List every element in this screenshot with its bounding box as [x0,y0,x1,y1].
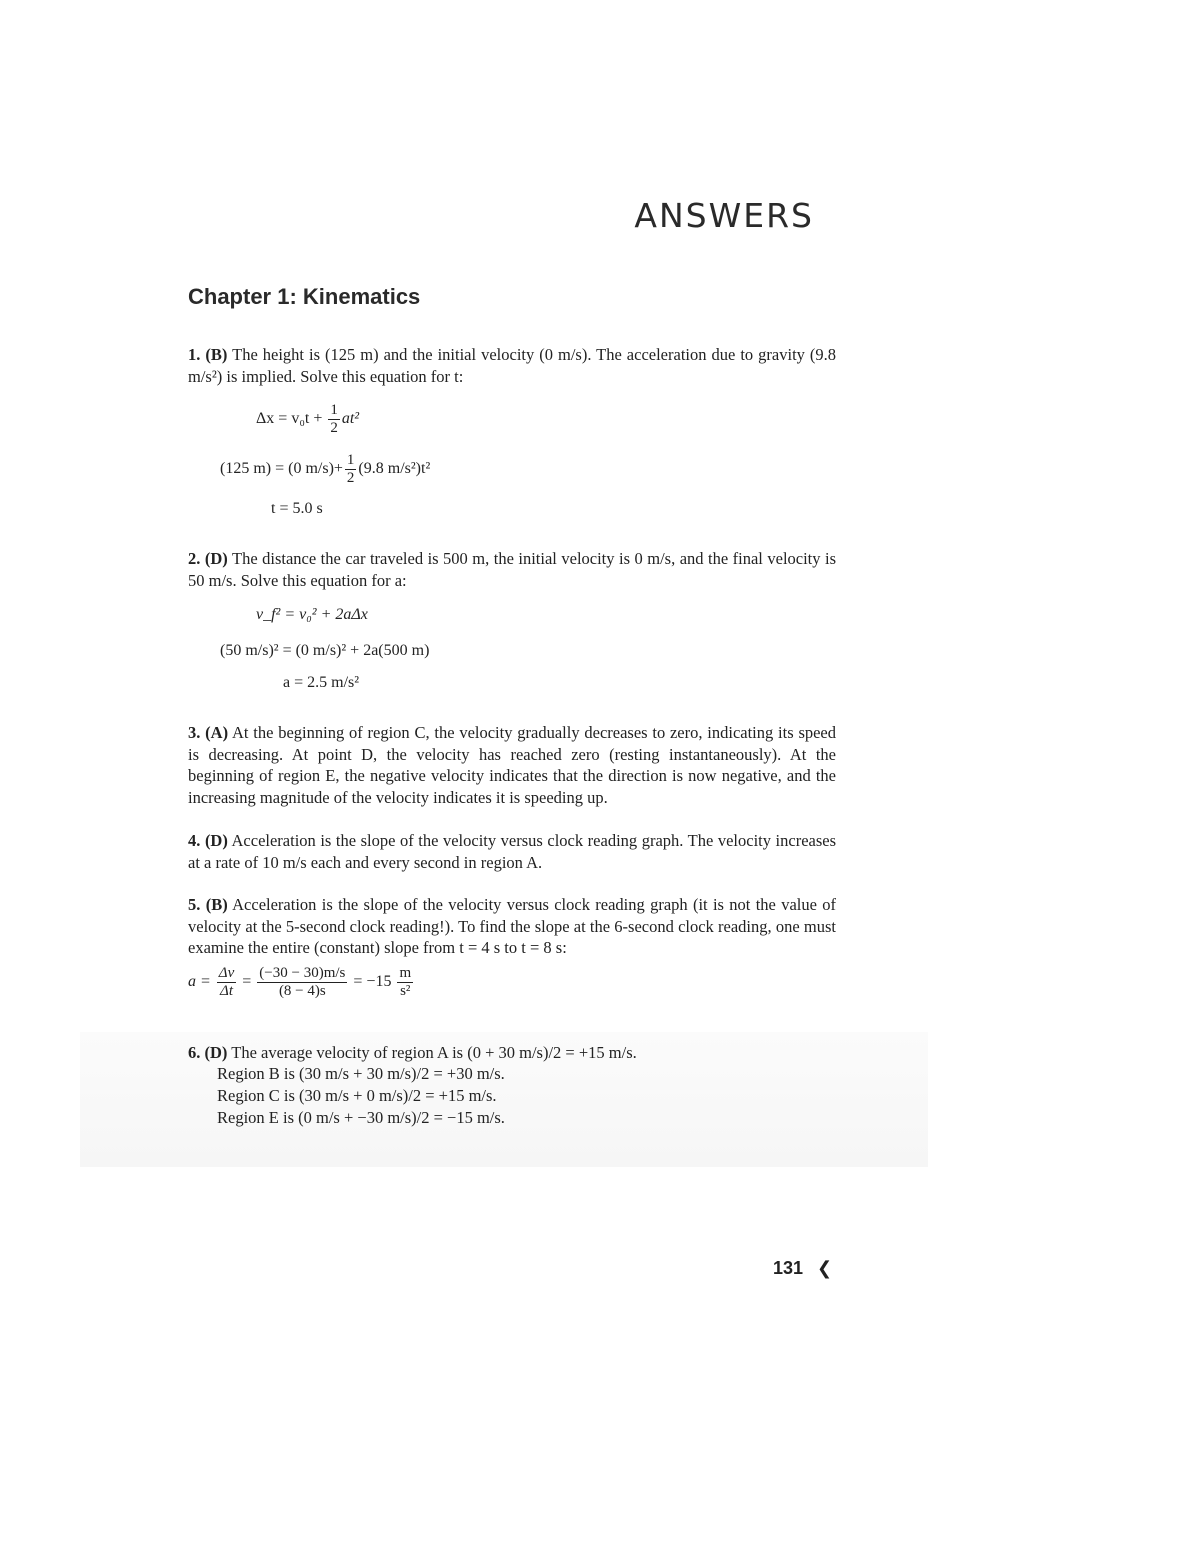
answer-2 [188,548,836,591]
denominator: (8 − 4)s [278,983,326,999]
numerator: Δv [218,965,235,981]
answer-6-line-3: Region C is (30 m/s + 0 m/s)/2 = +15 m/s. [217,1086,497,1105]
equation-5 [188,965,415,1000]
equals: = [242,973,252,991]
answer-text: The average velocity of region A is (0 + 30 m/s)/2 = +15 m/s. [231,1043,637,1062]
answer-6-line-2: Region B is (30 m/s + 30 m/s)/2 = +30 m/s. [217,1064,505,1083]
fraction [217,965,236,1000]
denominator: 2 [346,470,355,486]
answer-number: 4. [188,831,201,850]
chevron-left-icon: ❮ [817,1258,833,1278]
answer-6-line-4: Region E is (0 m/s + −30 m/s)/2 = −15 m/s. [217,1108,505,1127]
answer-text: At the beginning of region C, the velocity gradually decreases to zero, indicating its speed is decreasing. At point D, the velocity has reached zero (resting instantaneously). At the beginning of region E, the negative velocity indicates that the direction is now negative, and the increasing magnitude of the velocity indicates it is speeding up. [188,723,837,807]
answer-letter: (B) [205,895,228,914]
denominator: Δt [220,983,234,999]
page-footer [773,1258,832,1279]
equation-2a: v_f² = v₀² + 2aΔx [256,606,368,623]
answer-text: Acceleration is the slope of the velocity versus clock reading graph. The velocity increases at a rate of 10 m/s each and every second in region A. [188,831,837,872]
fraction [328,402,340,437]
answer-4 [188,830,836,873]
eq-right: (9.8 m/s²)t² [358,460,431,478]
numerator: (−30 − 30)m/s [259,965,346,981]
eq-left: (125 m) = (0 m/s)+ [220,460,343,478]
page-title: ANSWERS [634,196,814,235]
answer-number: 3. [188,723,201,742]
denominator: 2 [330,420,338,436]
numerator: 1 [346,452,355,468]
page-number: 131 [773,1258,804,1278]
equals-result: = −15 [353,973,392,991]
fraction [397,965,413,1000]
answer-letter: (D) [204,549,228,568]
denominator: s² [400,983,411,999]
answer-5 [188,894,836,959]
equation-1c: t = 5.0 s [271,500,323,517]
eq-left: Δx = v₀t + [256,410,327,428]
answer-letter: (A) [205,723,229,742]
answer-letter: (B) [205,345,228,364]
numerator: 1 [330,402,338,418]
answer-text: The distance the car traveled is 500 m, the initial velocity is 0 m/s, and the final velocity is 50 m/s. Solve this equation for a: [188,549,837,590]
answer-number: 5. [188,895,201,914]
fraction [345,452,357,487]
answer-number: 6. [188,1043,201,1062]
equation-2b: (50 m/s)² = (0 m/s)² + 2a(500 m) [220,642,430,659]
answer-6 [188,1042,637,1064]
equation-1a [256,402,359,437]
answer-1 [188,344,836,387]
answer-letter: (D) [204,1043,228,1062]
answer-letter: (D) [204,831,228,850]
answer-3 [188,722,836,808]
equation-2c: a = 2.5 m/s² [283,674,360,691]
answer-number: 2. [188,549,201,568]
answer-text: The height is (125 m) and the initial velocity (0 m/s). The acceleration due to gravity (9.8 m/s²) is implied. Solve this equation for t: [188,345,837,386]
fraction [257,965,347,1000]
eq-right: at² [341,410,360,428]
answer-text: Acceleration is the slope of the velocity versus clock reading graph (it is not the value of velocity at the 5-second clock reading!). To find the slope at the 6-second clock reading, one must examine the entire (constant) slope from t = 4 s to t = 8 s: [188,895,836,957]
equation-1b [220,452,430,487]
eq-left: a = [188,973,211,991]
answer-number: 1. [188,345,201,364]
chapter-heading: Chapter 1: Kinematics [188,284,421,309]
numerator: m [399,965,412,981]
